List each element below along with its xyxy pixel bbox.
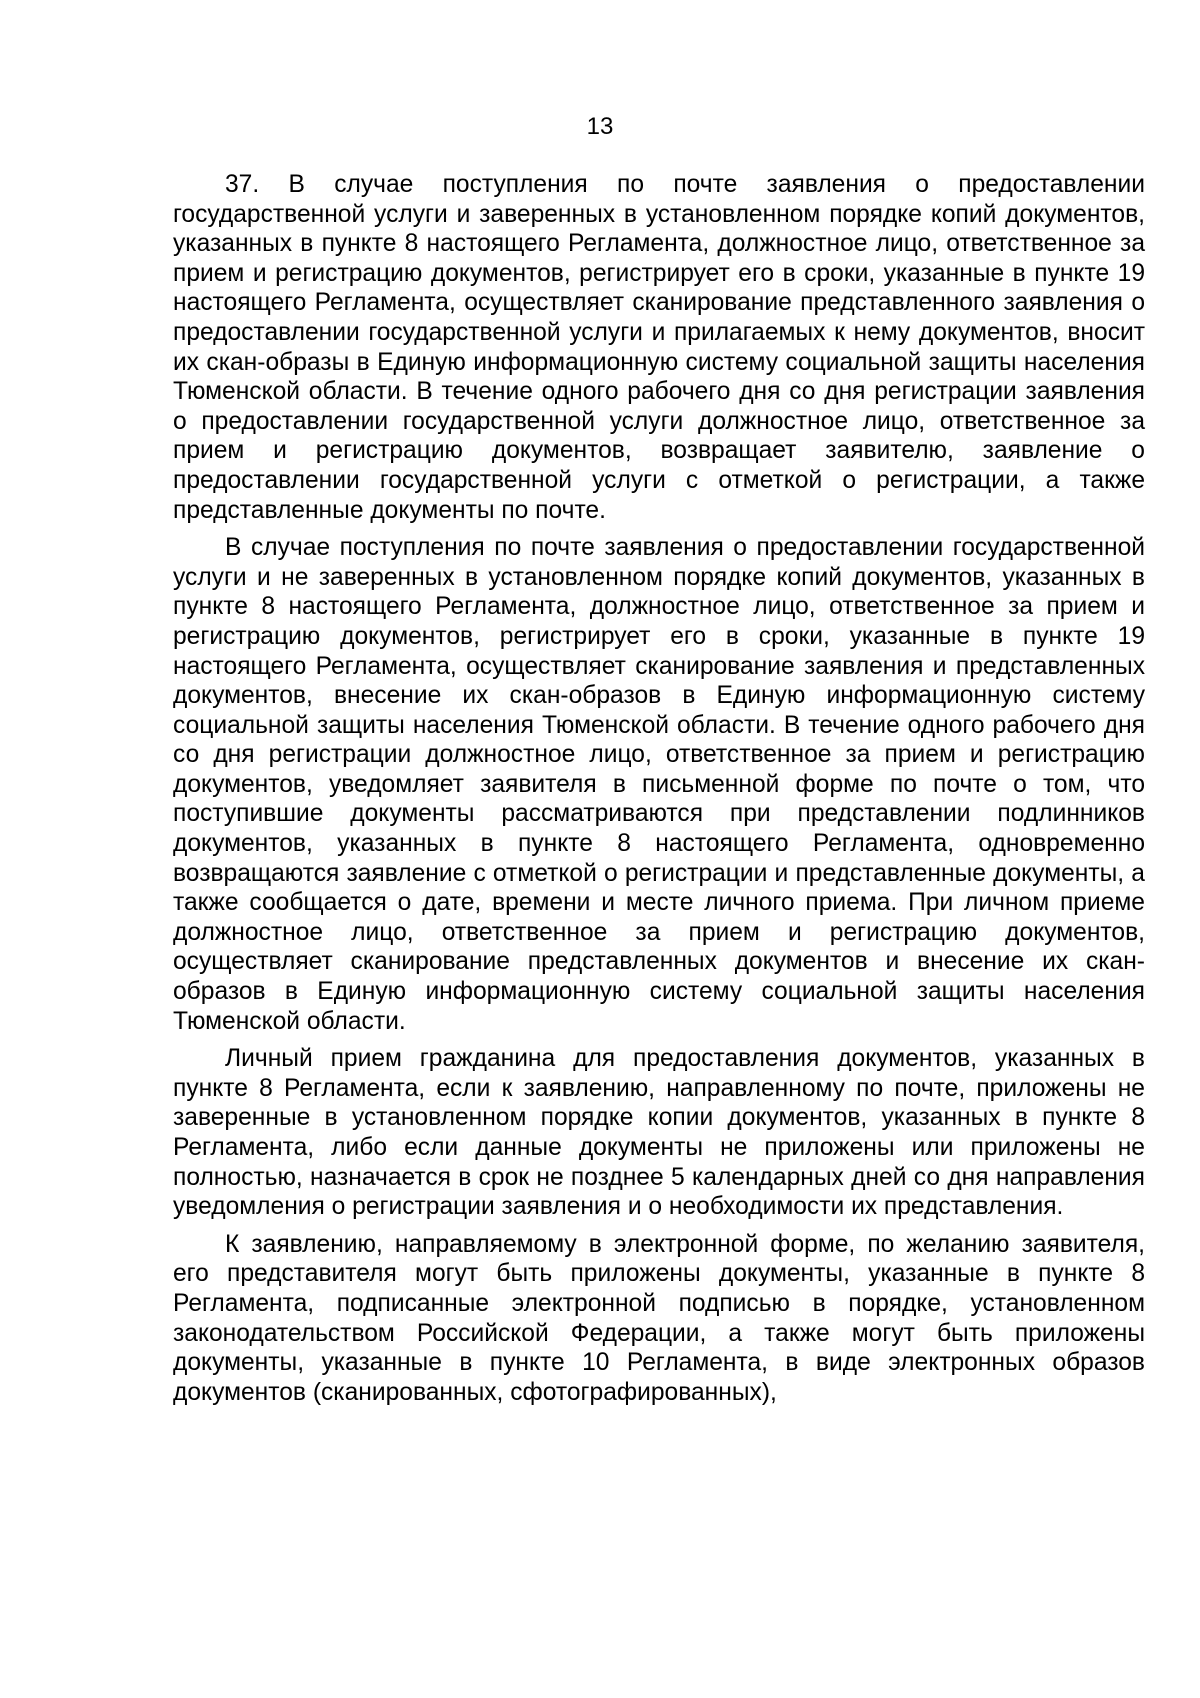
paragraph-personal-reception: Личный прием гражданина для предоставления документов, указанных в пункте 8 Регламента, если к заявлению, направленному по почте, приложены не заверенные в установленном порядке копии документов, указанных в пункте 8 Регламента, либо если данные документы не приложены или приложены не полностью, назначается в срок не позднее 5 календарных дней со дня направления уведомления о регистрации заявления и о необходимости их представления. xyxy=(173,1045,1145,1221)
paragraph-unverified-copies: В случае поступления по почте заявления о предоставлении государственной услуги и не заверенных в установленном порядке копий документов, указанных в пункте 8 настоящего Регламента, должностное лицо, ответственное за прием и регистрацию документов, регистрирует его в сроки, указанные в пункте 19 настоящего Регламента, осуществляет сканирование заявления и представленных документов, внесение их скан-образов в Единую информационную систему социальной защиты населения Тюменской области. В течение одного рабочего дня со дня регистрации должностное лицо, ответственное за прием и регистрацию документов, уведомляет заявителя в письменной форме по почте о том, что поступившие документы рассматриваются при представлении подлинников документов, указанных в пункте 8 настоящего Регламента, одновременно возвращаются заявление с отметкой о регистрации и представленные документы, а также сообщается о дате, времени и месте личного приема. При личном приеме должностное лицо, ответственное за прием и регистрацию документов, осуществляет сканирование представленных документов и внесение их скан-образов в Единую информационную систему социальной защиты населения Тюменской области. xyxy=(173,534,1145,1035)
page-number: 13 xyxy=(586,113,614,140)
document-body xyxy=(173,170,1145,1407)
paragraph-37: 37. В случае поступления по почте заявления о предоставлении государственной услуги и заверенных в установленном порядке копий документов, указанных в пункте 8 настоящего Регламента, должностное лицо, ответственное за прием и регистрацию документов, регистрирует его в сроки, указанные в пункте 19 настоящего Регламента, осуществляет сканирование представленного заявления о предоставлении государственной услуги и прилагаемых к нему документов, вносит их скан-образы в Единую информационную систему социальной защиты населения Тюменской области. В течение одного рабочего дня со дня регистрации заявления о предоставлении государственной услуги должностное лицо, ответственное за прием и регистрацию документов, возвращает заявителю, заявление о предоставлении государственной услуги с отметкой о регистрации, а также представленные документы по почте. xyxy=(173,171,1145,524)
paragraph-electronic-application: К заявлению, направляемому в электронной форме, по желанию заявителя, его представителя могут быть приложены документы, указанные в пункте 8 Регламента, подписанные электронной подписью в порядке, установленном законодательством Российской Федерации, а также могут быть приложены документы, указанные в пункте 10 Регламента, в виде электронных образов документов (сканированных, сфотографированных), xyxy=(173,1230,1145,1406)
